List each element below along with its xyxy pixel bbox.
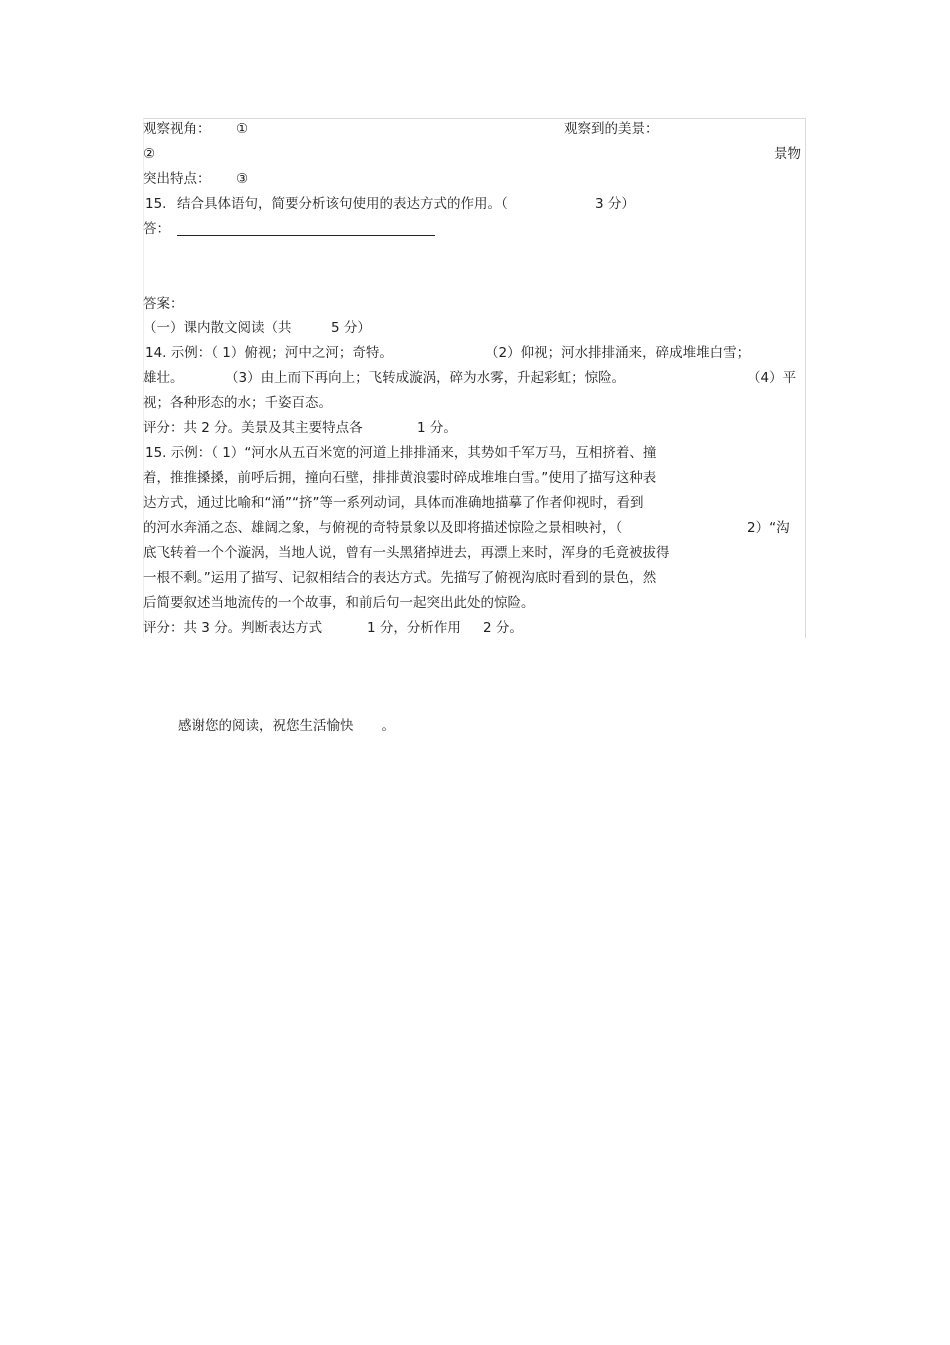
answer-14-part-b: （2）仰视；河水排排涌来，碎成堆堆白雪； (485, 345, 751, 361)
observation-angle-label: 观察视角： (143, 121, 211, 137)
answer-blank[interactable] (177, 219, 435, 236)
answer-15-line-6-text: 一根不剩。”运用了描写、记叙相结合的表达方式。先描写了俯视沟底时看到的景色，然 (143, 570, 657, 586)
answer-15-line-7-text: 后简要叙述当地流传的一个故事，和前后句一起突出此处的惊险。 (143, 595, 535, 611)
answer-15-line-4-b: 2）“沟 (747, 520, 790, 536)
answer-15-scoring-c: 2 分。 (483, 620, 523, 636)
answer-14-part-c: 雄壮。 (143, 370, 184, 386)
answer-14-line-3-text: 视；各种形态的水；千姿百态。 (143, 395, 332, 411)
section-score: 5 分） (331, 320, 371, 336)
blank-marker-2: ② (143, 146, 156, 162)
feature-label: 突出特点： (143, 171, 211, 187)
answer-prefix: 答： (143, 221, 170, 237)
answer-14-scoring-a: 评分：共 2 分。美景及其主要特点各 (143, 420, 363, 436)
answer-14-line-1 (143, 343, 806, 363)
observation-line-3 (143, 169, 806, 189)
answer-14-part-d: （3）由上而下再向上；飞转成漩涡，碎为水雾，升起彩虹；惊险。 (225, 370, 626, 386)
observation-line-1 (143, 119, 806, 139)
answer-14-part-a: 14. 示例：（ 1）俯视；河中之河；奇特。 (145, 345, 393, 361)
question-score: 3 分） (595, 196, 635, 212)
footer-text: 感谢您的阅读，祝您生活愉快 (178, 718, 354, 734)
answer-15-line-5-text: 底飞转着一个个漩涡，当地人说，曾有一头黑猪掉进去，再漂上来时，浑身的毛竟被拔得 (143, 545, 670, 561)
observation-line-2 (143, 144, 806, 164)
answer-15-line-2-text: 着，推推搡搡，前呼后拥，撞向石壁，排排黄浪霎时碎成堆堆白雪。”使用了描写这种表 (143, 470, 657, 486)
answer-15-line-1-text: 15. 示例：（ 1）“河水从五百米宽的河道上排排涌来，其势如千军万马，互相挤着、撞 (145, 445, 657, 461)
scenery-label: 景物 (774, 146, 801, 162)
answer-14-line-2 (143, 368, 806, 388)
answer-14-part-e: （4）平 (747, 370, 797, 386)
answer-14-scoring-b: 1 分。 (417, 420, 457, 436)
section-title-text: （一）课内散文阅读（共 (143, 320, 292, 336)
answer-15-line-4 (143, 518, 806, 538)
answers-heading-text: 答案： (143, 296, 184, 312)
answer-15-scoring-b: 1 分，分析作用 (367, 620, 461, 636)
answer-15-scoring-a: 评分：共 3 分。判断表达方式 (143, 620, 323, 636)
answer-15-scoring (143, 618, 806, 638)
question-15 (143, 194, 806, 214)
question-number: 15. (145, 196, 167, 212)
blank-marker-3: ③ (236, 171, 249, 187)
section-title (143, 318, 806, 338)
footer-message (178, 716, 395, 736)
footer-period: 。 (381, 718, 395, 734)
answer-15-line-3-text: 达方式，通过比喻和“涌”“挤”等一系列动词，具体而准确地描摹了作者仰视时，看到 (143, 495, 644, 511)
question-text: 结合具体语句，简要分析该句使用的表达方式的作用。（ (177, 196, 508, 212)
answer-14-scoring (143, 418, 806, 438)
answer-15-line-4-a: 的河水奔涌之态、雄阔之象，与俯视的奇特景象以及即将描述惊险之景相映衬，（ (143, 520, 623, 536)
blank-marker-1: ① (236, 121, 249, 137)
answer-line (143, 219, 806, 239)
observed-scenery-label: 观察到的美景： (564, 121, 659, 137)
